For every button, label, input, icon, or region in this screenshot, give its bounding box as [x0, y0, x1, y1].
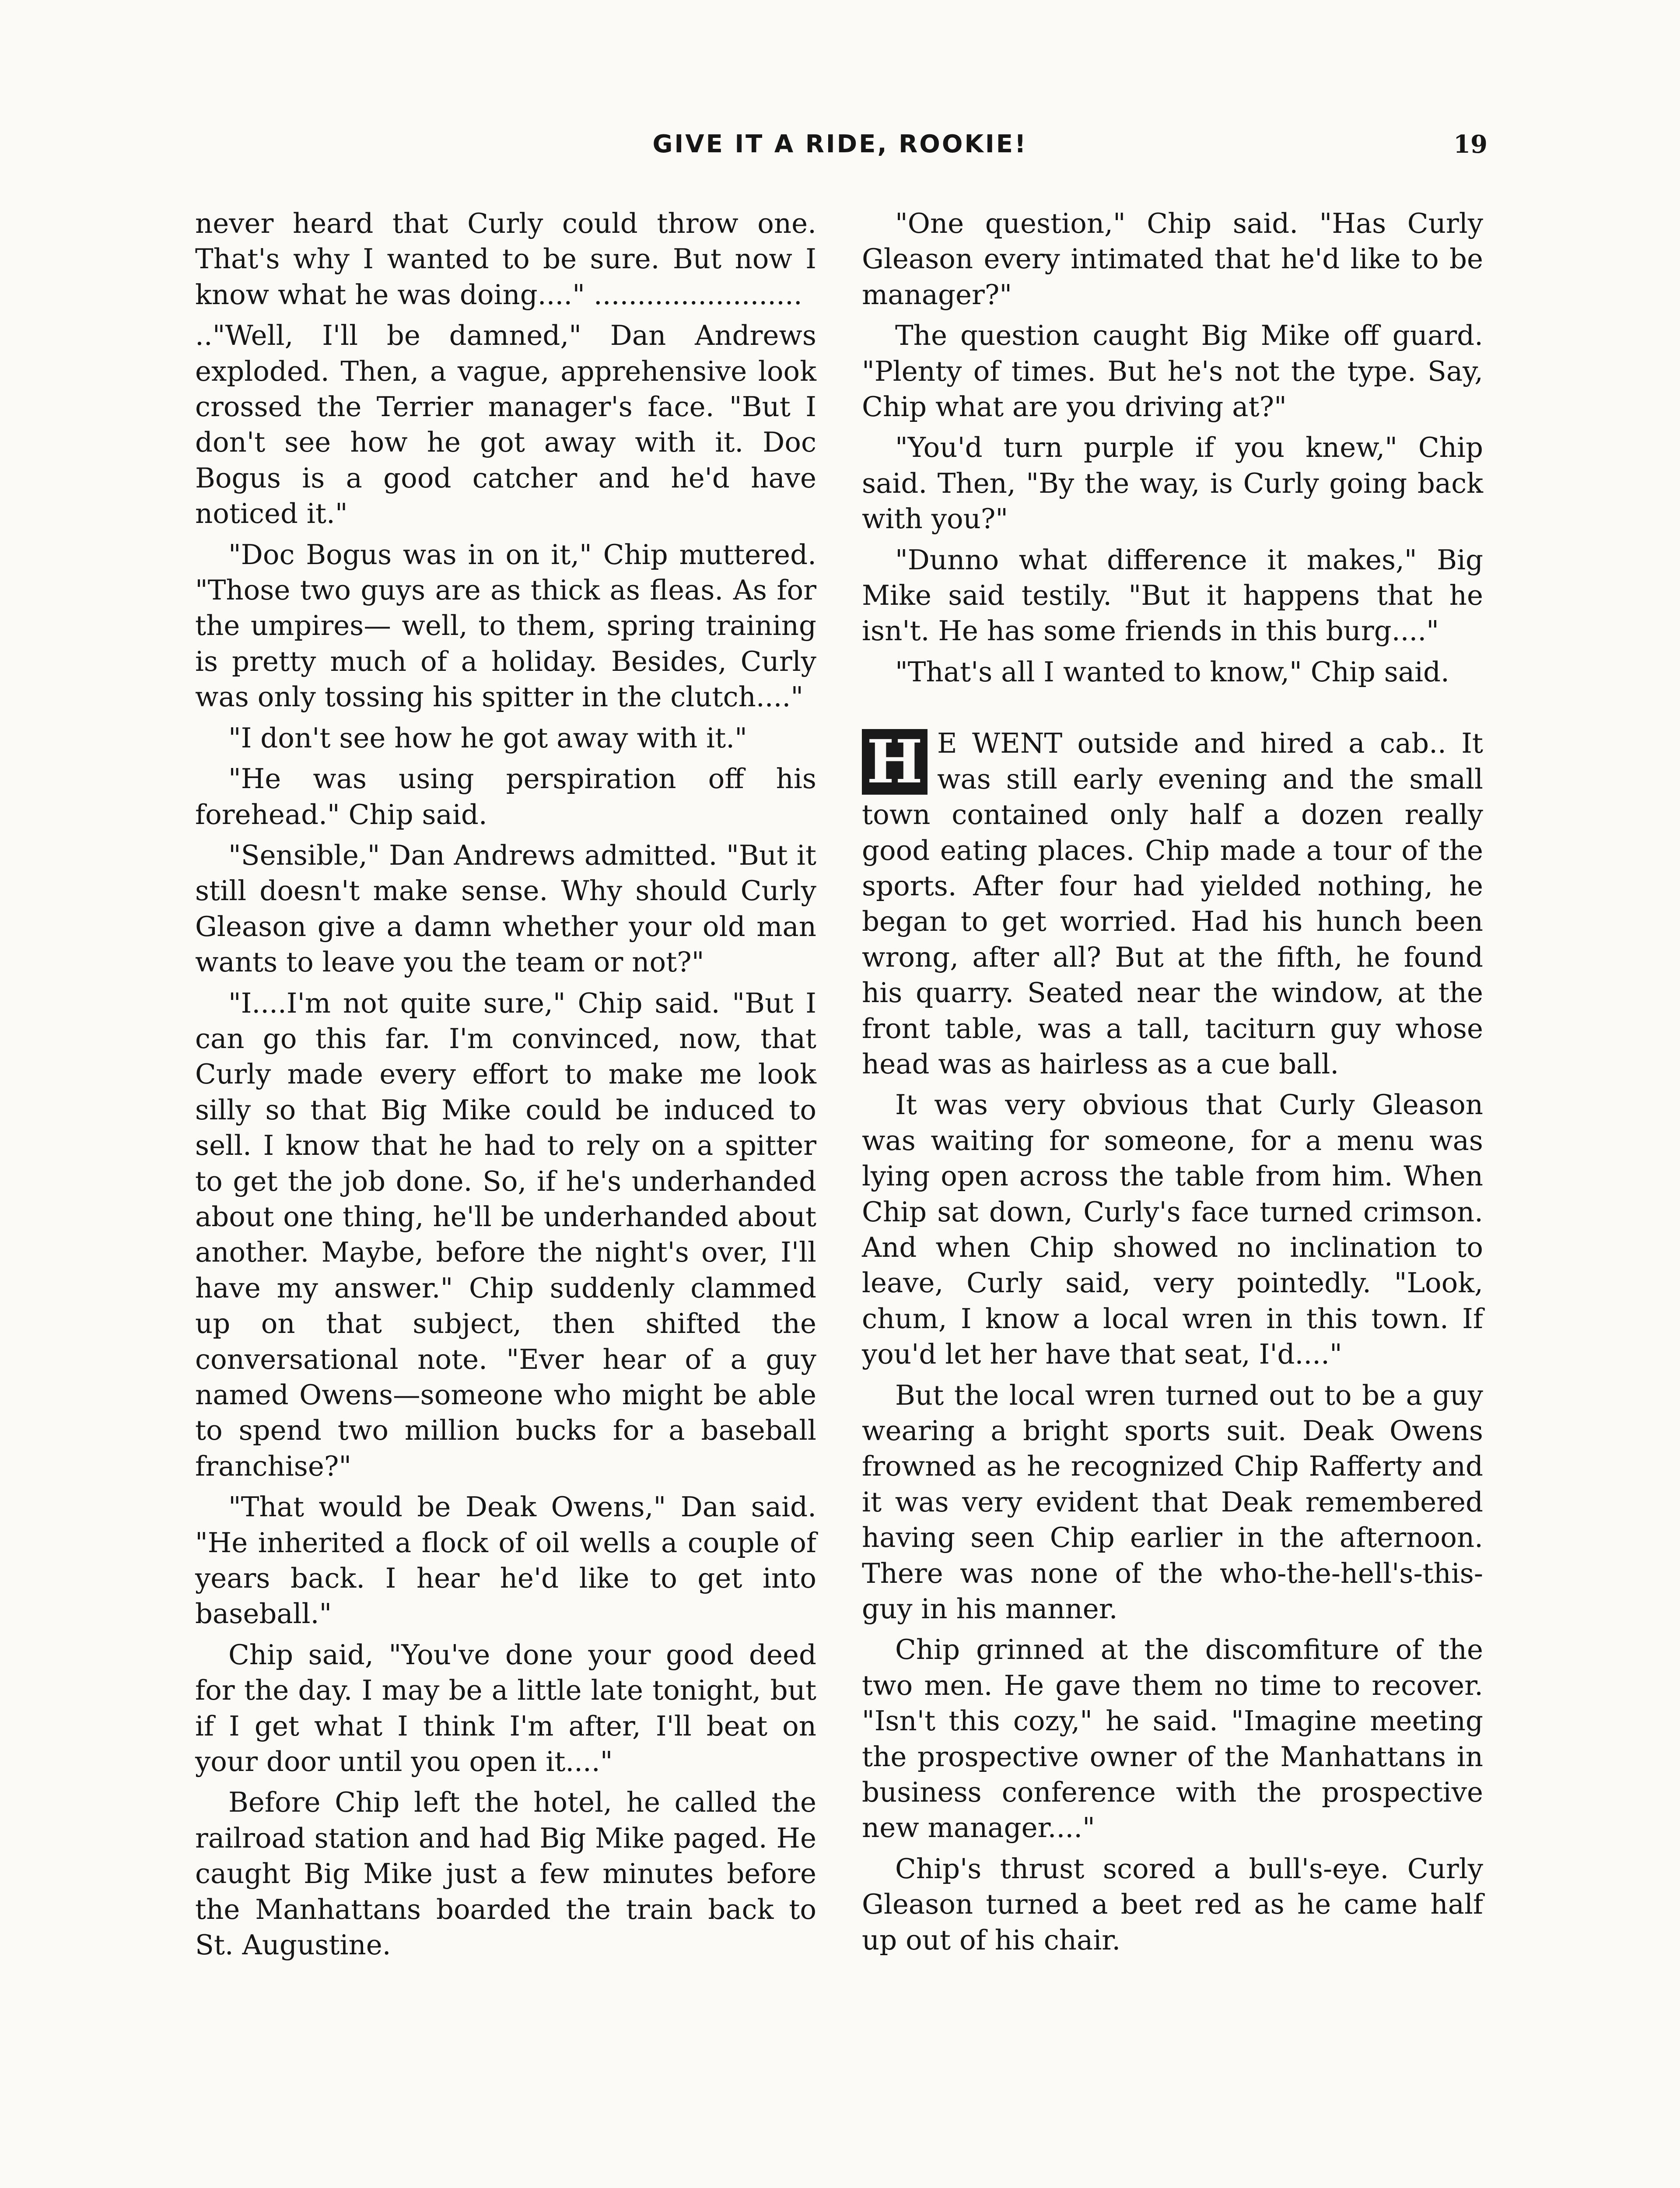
- paragraph: "He was using perspiration off his forehead." Chip said.: [195, 763, 816, 831]
- paragraph: "I....I'm not quite sure," Chip said. "But I can go this far. I'm convinced, now, that Curly made every effort to make me look silly so that Big Mike could be induced to sell. I know that he had to rely on a spitter to get the job done. So, if he's underhanded about one thing, he'll be underhanded about another. Maybe, before the night's over, I'll have my answer." Chip suddenly clammed up on that subject, then shifted the conversational note. "Ever hear of a guy named Owens—someone who might be able to spend two million bucks for a baseball franchise?": [195, 987, 816, 1482]
- running-header: [192, 127, 1488, 162]
- drop-cap: H: [862, 729, 928, 795]
- paragraph: "That would be Deak Owens," Dan said. "He inherited a flock of oil wells a couple of years back. I hear he'd like to get into baseball.": [195, 1491, 816, 1630]
- paragraph: never heard that Curly could throw one. That's why I wanted to be sure. But now I know what he was doing...." ........................: [195, 207, 816, 311]
- paragraph: "One question," Chip said. "Has Curly Gleason every intimated that he'd like to be manager?": [862, 207, 1483, 311]
- paragraph: "Sensible," Dan Andrews admitted. "But it still doesn't make sense. Why should Curly Gleason give a damn whether your old man wants to leave you the team or not?": [195, 839, 816, 978]
- paragraph: .."Well, I'll be damned," Dan Andrews exploded. Then, a vague, apprehensive look crossed the Terrier manager's face. "But I don't see how he got away with it. Doc Bogus is a good catcher and he'd have noticed it.": [195, 319, 816, 530]
- paragraph: The question caught Big Mike off guard. "Plenty of times. But he's not the type. Say, Chip what are you driving at?": [862, 319, 1483, 423]
- dropcap-paragraph: [862, 726, 1483, 1082]
- paragraph: Before Chip left the hotel, he called the railroad station and had Big Mike paged. He caught Big Mike just a few minutes before the Manhattans boarded the train back to St. Augustine.: [195, 1786, 816, 1961]
- paragraph: But the local wren turned out to be a guy wearing a bright sports suit. Deak Owens frowned as he recognized Chip Rafferty and it was very evident that Deak remembered having seen Chip earlier in the afternoon. There was none of the who-the-hell's-this-guy in his manner.: [862, 1379, 1483, 1625]
- paragraph: "I don't see how he got away with it.": [228, 722, 747, 754]
- left-column: [195, 206, 816, 1968]
- paragraph: Chip's thrust scored a bull's-eye. Curly Gleason turned a beet red as he came half up out of his chair.: [862, 1852, 1483, 1956]
- page-title: GIVE IT A RIDE, ROOKIE!: [652, 130, 1028, 158]
- paragraph: "You'd turn purple if you knew," Chip said. Then, "By the way, is Curly going back with you?": [862, 431, 1483, 535]
- paragraph: "Doc Bogus was in on it," Chip muttered. "Those two guys are as thick as fleas. As for the umpires— well, to them, spring training is pretty much of a holiday. Besides, Curly was only tossing his spitter in the clutch....": [195, 538, 816, 713]
- page-number: 19: [1453, 130, 1488, 159]
- right-column: [862, 206, 1483, 1963]
- paragraph: "That's all I wanted to know," Chip said.: [895, 656, 1449, 688]
- paragraph: It was very obvious that Curly Gleason was waiting for someone, for a menu was lying open across the table from him. When Chip sat down, Curly's face turned crimson. And when Chip showed no inclination to leave, Curly said, very pointedly. "Look, chum, I know a local wren in this town. If you'd let her have that seat, I'd....": [862, 1089, 1483, 1371]
- section-break: [862, 695, 1483, 726]
- paragraph: Chip said, "You've done your good deed for the day. I may be a little late tonight, but if I get what I think I'm after, I'll beat on your door until you open it....": [195, 1638, 816, 1778]
- dropcap-paragraph-text: E WENT outside and hired a cab.. It was still early evening and the small town contained only half a dozen really good eating places. Chip made a tour of the sports. After four had yielded nothing, he began to get worried. Had his hunch been wrong, after all? But at the fifth, he found his quarry. Seated near the window, at the front table, was a tall, taciturn guy whose head was as hairless as a cue ball.: [862, 727, 1483, 1080]
- paragraph: "Dunno what difference it makes," Big Mike said testily. "But it happens that he isn't. He has some friends in this burg....": [862, 543, 1483, 647]
- paragraph: Chip grinned at the discomfiture of the two men. He gave them no time to recover. "Isn't this cozy," he said. "Imagine meeting the prospective owner of the Manhattans in business conference with the prospective new manager....": [862, 1634, 1483, 1844]
